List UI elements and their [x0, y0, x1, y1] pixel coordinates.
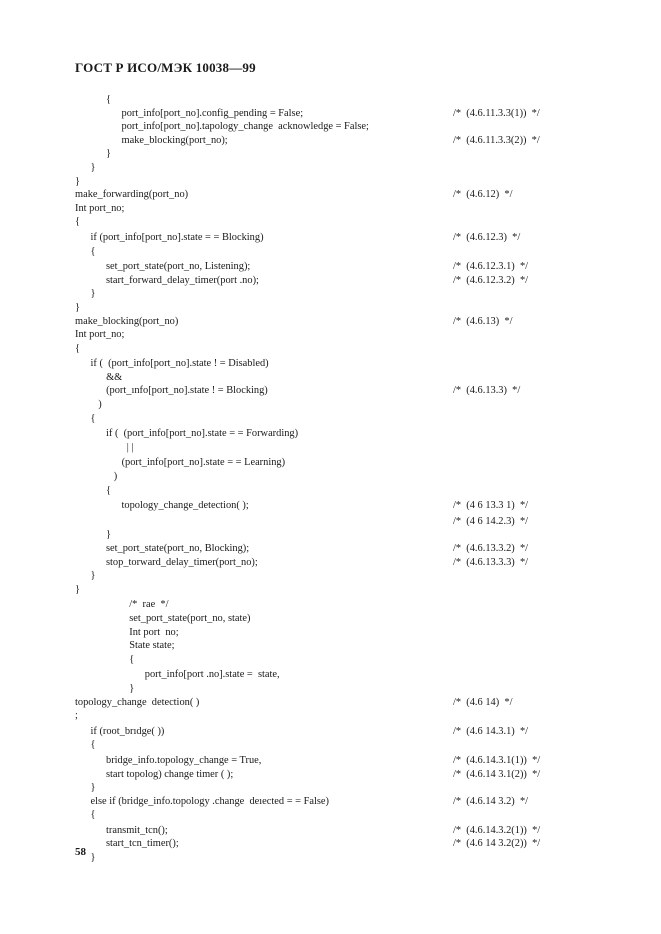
code-text: Int port_no;	[75, 329, 125, 341]
code-text: {	[129, 653, 135, 665]
code-line	[0, 215, 661, 229]
code-line	[0, 653, 661, 667]
document-header: ГОСТ Р ИСО/МЭК 10038—99	[75, 60, 256, 75]
code-line	[0, 768, 661, 782]
code-line	[0, 93, 661, 107]
code-comment: /* (4.6.13.3.2) */	[453, 543, 529, 554]
code-line	[0, 175, 661, 189]
code-line	[0, 456, 661, 470]
code-line	[0, 626, 661, 640]
code-line	[0, 147, 661, 161]
code-text: if ( (port_info[port_no].state = = Forwarding)	[106, 428, 299, 440]
code-line	[0, 851, 661, 865]
code-text: (port_ınfo[port_no].state ! = Blocking)	[90, 385, 268, 397]
code-line	[0, 287, 661, 301]
code-line	[0, 682, 661, 696]
code-line	[0, 754, 661, 768]
code-line	[0, 202, 661, 216]
code-line	[0, 612, 661, 626]
code-text: {	[90, 245, 96, 257]
code-line	[0, 709, 661, 723]
code-text: /* rae */	[129, 599, 169, 611]
code-line	[0, 499, 661, 513]
code-text: }	[75, 583, 80, 595]
code-comment: /* (4.6.12.3.2) */	[453, 274, 529, 286]
code-line	[0, 696, 661, 710]
code-line	[0, 260, 661, 274]
code-text: Int port_no;	[75, 202, 125, 214]
code-line	[0, 120, 661, 134]
code-text: topology_change detection( )	[75, 696, 200, 708]
code-line	[0, 598, 661, 612]
code-text: topology_change_detection( );	[121, 500, 249, 512]
code-text: (port_info[port_no].state = = Learning)	[106, 457, 286, 469]
code-line	[0, 795, 661, 809]
code-line	[0, 231, 661, 245]
code-line	[0, 245, 661, 259]
code-text: port_info[port .no].state = state,	[144, 669, 280, 681]
code-line	[0, 639, 661, 653]
code-text: start_forward_delay_timer(port .no);	[106, 274, 259, 286]
code-line	[0, 161, 661, 175]
code-text: port_info[port_no].config_pending = False;	[121, 107, 304, 119]
code-line	[0, 542, 661, 556]
code-line	[0, 342, 661, 356]
code-comment: /* (4.6.11.3.3(2)) */	[453, 134, 540, 146]
code-text: start topolog) change timer ( );	[106, 768, 234, 780]
code-text: }	[75, 301, 80, 313]
code-line	[0, 556, 661, 570]
code-comment: /* (4.6.13) */	[453, 315, 513, 327]
code-text: {	[90, 739, 96, 751]
code-listing	[0, 93, 661, 865]
code-comment: /* (4.6.12.3.1) */	[453, 261, 529, 273]
code-text: }	[106, 529, 111, 541]
code-text: set_port_state(port_no, state)	[129, 612, 251, 624]
code-text: }	[90, 161, 96, 173]
code-text: )	[106, 471, 118, 483]
code-line	[0, 134, 661, 148]
code-text: }	[90, 570, 96, 582]
code-comment: /* (4 6 13.3 1) */	[453, 500, 529, 512]
code-comment: /* (4.6.13.3.3) */	[453, 556, 529, 568]
code-line	[0, 484, 661, 498]
code-text: }	[75, 175, 80, 187]
code-line	[0, 824, 661, 838]
code-line	[0, 738, 661, 752]
code-line	[0, 274, 661, 288]
code-text: transmit_tcn();	[106, 824, 168, 836]
code-text: make_forwarding(port_no)	[75, 189, 189, 201]
code-text: {	[90, 412, 96, 424]
code-line	[0, 398, 661, 412]
code-text: State state;	[129, 640, 175, 652]
code-text: {	[106, 484, 111, 496]
code-text: ;	[75, 710, 78, 722]
code-text: bridge_info.topology_change = True,	[106, 754, 262, 766]
code-text: make_blocking(port_no)	[75, 315, 179, 327]
code-line	[0, 781, 661, 795]
code-comment: /* (4.6 14.3.1) */	[453, 725, 529, 737]
code-line	[0, 412, 661, 426]
code-text: }	[90, 288, 96, 300]
code-comment: /* (4.6.14.3.1(1)) */	[453, 754, 541, 766]
code-text: start_tcn_timer();	[106, 838, 179, 850]
code-line	[0, 837, 661, 851]
code-text: set_port_state(port_no, Listening);	[106, 261, 251, 273]
code-text: Int port no;	[129, 626, 179, 638]
code-line	[0, 725, 661, 739]
code-text: {	[106, 94, 111, 105]
code-line	[0, 301, 661, 315]
code-comment: /* (4.6 14) */	[453, 696, 513, 708]
code-text: }	[106, 148, 111, 160]
code-text: {	[75, 342, 80, 354]
code-line	[0, 384, 661, 398]
code-text: stop_torward_delay_timer(port_no);	[106, 556, 258, 568]
code-comment: /* (4.6.14 3.2) */	[453, 795, 529, 807]
code-text: port_info[port_no].tapology_change acknowledge = False;	[121, 121, 369, 133]
code-comment: /* (4 6 14.2.3) */	[453, 515, 529, 527]
code-text: {	[90, 809, 96, 821]
code-line	[0, 107, 661, 121]
code-text: if (root_brıdge( ))	[90, 725, 165, 737]
code-line	[0, 315, 661, 329]
code-text: | |	[106, 441, 134, 453]
code-text: }	[90, 782, 96, 794]
code-comment: /* (4.6.12.3) */	[453, 231, 521, 243]
code-line	[0, 427, 661, 441]
code-line	[0, 470, 661, 484]
code-line	[0, 515, 661, 529]
code-text: set_port_state(port_no, Blocking);	[106, 543, 250, 554]
code-text: make_blocking(port_no);	[121, 134, 228, 146]
code-comment: /* (4.6.14.3.2(1)) */	[453, 824, 541, 836]
code-text: }	[129, 682, 135, 694]
code-line	[0, 569, 661, 583]
code-line	[0, 188, 661, 202]
page-number: 58	[75, 846, 86, 858]
code-text: )	[90, 399, 102, 411]
code-line	[0, 441, 661, 455]
code-line	[0, 357, 661, 371]
code-line	[0, 583, 661, 597]
code-line	[0, 371, 661, 385]
code-text: if ( (port_info[port_no].state ! = Disabled)	[90, 358, 269, 370]
code-line	[0, 528, 661, 542]
code-comment: /* (4.6.11.3.3(1)) */	[453, 107, 540, 119]
code-text: &&	[90, 371, 123, 383]
code-line	[0, 808, 661, 822]
code-text: }	[90, 852, 96, 864]
code-comment: /* (4.6 14 3.2(2)) */	[453, 838, 541, 850]
code-line	[0, 668, 661, 682]
code-text: else if (bridge_info.topology .change deıected = = False)	[90, 795, 330, 807]
code-comment: /* (4.6.14 3.1(2)) */	[453, 768, 541, 780]
code-comment: /* (4.6.13.3) */	[453, 385, 521, 397]
code-text: {	[75, 216, 80, 228]
code-line	[0, 328, 661, 342]
code-comment: /* (4.6.12) */	[453, 189, 513, 201]
code-text: if (port_info[port_no].state = = Blocking)	[90, 231, 264, 243]
